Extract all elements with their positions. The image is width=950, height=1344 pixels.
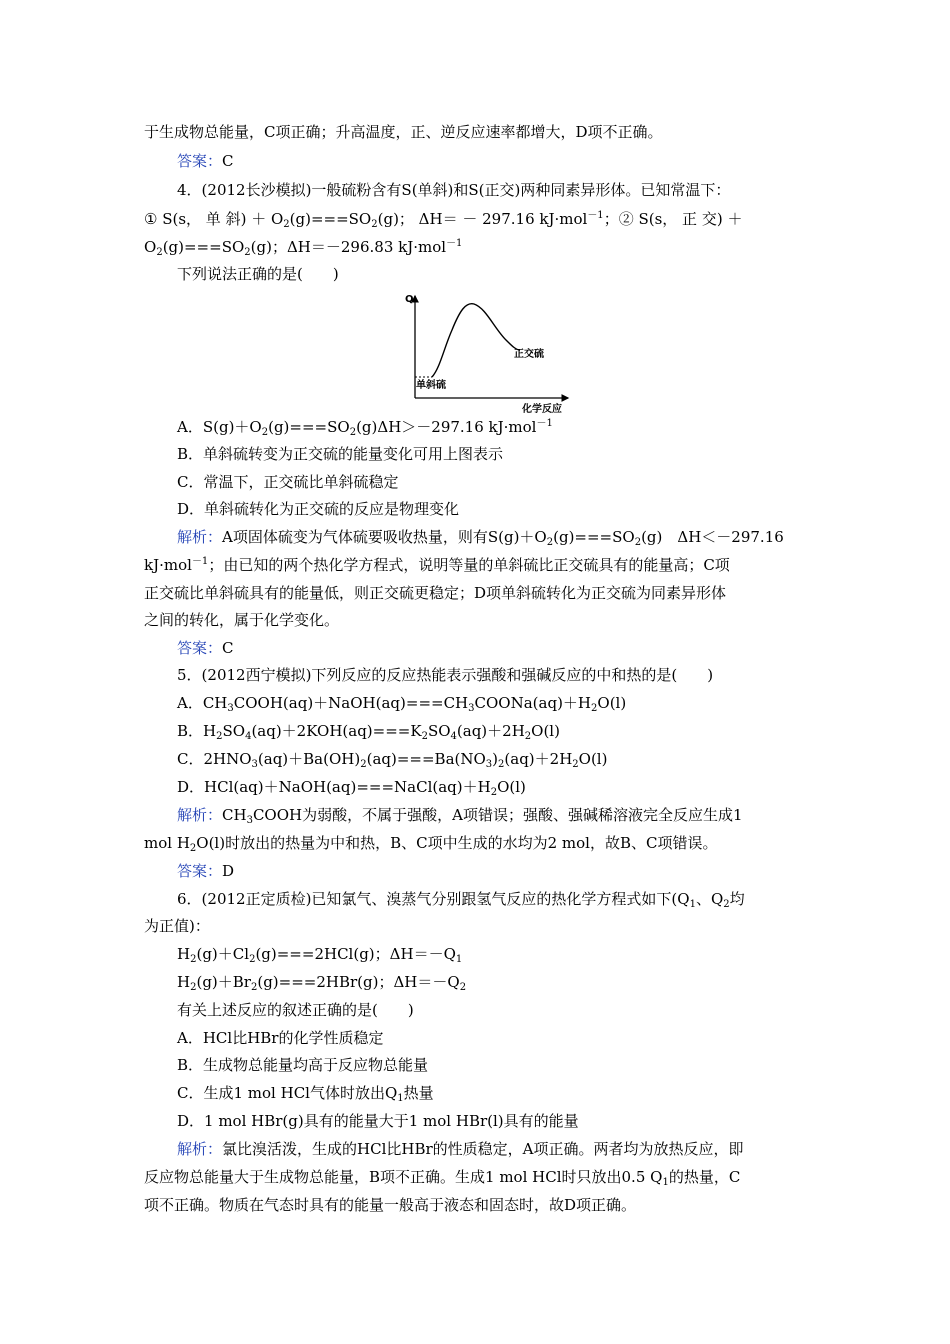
option-d: D．单斜硫转化为正交硫的反应是物理变化 xyxy=(177,500,460,518)
x-axis-label: 化学反应 xyxy=(522,404,562,415)
analysis-line: 解析：A项固体硫变为气体硫要吸收热量，则有$S(g)+O_2(g)===SO_2(g)$ ΔH＜－297.16 xyxy=(177,528,784,548)
analysis-line: 正交硫比单斜硫具有的能量低，则正交硫更稳定；D项单斜硫转化为正交硫为同素异形体 xyxy=(144,584,727,602)
option-a: A．$S(g)+O_2(g)===SO_2(g)\Delta H>-297.16$ kJ·mol$^{-1}$ xyxy=(177,418,553,438)
option-d: D．$HCl(aq)+NaOH(aq)===NaCl(aq)+H_2O(l)$ xyxy=(177,778,526,798)
answer-line: 答案：C xyxy=(177,639,234,657)
analysis-line: kJ·mol$^{-1}$；由已知的两个热化学方程式，说明等量的单斜硫比正交硫具有的能量高；C项 xyxy=(144,556,730,574)
equation-line: ① S(s， 单 斜) ＋ $O_2(g)===SO_2(g)$； ΔH＝ － 297.16 kJ·mol$^{-1}$；② S(s， 正 交) ＋ xyxy=(144,210,743,230)
option-a: A．HCl比HBr的化学性质稳定 xyxy=(177,1029,384,1047)
option-c: C．生成1 mol HCl气体时放出$Q_1$热量 xyxy=(177,1084,434,1104)
analysis-line: 项不正确。物质在气态时具有的能量一般高于液态和固态时，故D项正确。 xyxy=(144,1196,637,1214)
analysis-line: mol $H_2O(l)$时放出的热量为中和热，B、C项中生成的水均为2 mol，故B、C项错误。 xyxy=(144,834,718,854)
question-6-stem: 6．(2012正定质检)已知氯气、溴蒸气分别跟氢气反应的热化学方程式如下($Q_1$、$Q_2$均 xyxy=(177,890,745,910)
question-6-stem: 为正值)： xyxy=(144,917,210,935)
equation-line: $H_2(g)+Cl_2(g)===2HCl(g)$；$\Delta H=-Q_1$ xyxy=(177,945,463,965)
end-label: 正交硫 xyxy=(514,349,544,360)
text-line: 于生成物总能量，C项正确；升高温度，正、逆反应速率都增大，D项不正确。 xyxy=(144,123,663,141)
energy-curve xyxy=(432,304,520,377)
analysis-line: 解析：氯比溴活泼，生成的HCl比HBr的性质稳定，A项正确。两者均为放热反应，即 xyxy=(177,1140,744,1158)
analysis-line: 解析：$CH_3COOH$为弱酸，不属于强酸，A项错误；强酸、强碱稀溶液完全反应生成1 xyxy=(177,806,743,826)
option-b: B．$H_2SO_4(aq)+2KOH(aq)===K_2SO_4(aq)+2H_2O(l)$ xyxy=(177,722,560,742)
option-d: D．1 mol HBr(g)具有的能量大于1 mol HBr(l)具有的能量 xyxy=(177,1112,579,1130)
equation-line: $H_2(g)+Br_2(g)===2HBr(g)$；$\Delta H=-Q_2$ xyxy=(177,973,467,993)
start-label: 单斜硫 xyxy=(416,380,446,391)
question-5-stem: 5．(2012西宁模拟)下列反应的反应热能表示强酸和强碱反应的中和热的是( ) xyxy=(177,666,714,684)
analysis-line: 之间的转化，属于化学变化。 xyxy=(144,611,340,629)
y-axis-label: Q xyxy=(405,294,414,305)
question-4-stem: 4．(2012长沙模拟)一般硫粉含有S(单斜)和S(正交)两种同素异形体。已知常温下： xyxy=(177,181,731,199)
option-b: B．单斜硫转变为正交硫的能量变化可用上图表示 xyxy=(177,445,504,463)
answer-line: 答案：C xyxy=(177,152,234,170)
energy-diagram xyxy=(402,288,572,416)
option-a: A．$CH_3COOH(aq)+NaOH(aq)===CH_3COONa(aq)+H_2O(l)$ xyxy=(177,694,627,714)
analysis-line: 反应物总能量大于生成物总能量，B项不正确。生成1 mol HCl时只放出0.5 $Q_1$的热量，C xyxy=(144,1168,741,1188)
option-b: B．生成物总能量均高于反应物总能量 xyxy=(177,1056,429,1074)
option-c: C．$2HNO_3(aq)+Ba(OH)_2(aq)===Ba(NO_3)_2(aq)+2H_2O(l)$ xyxy=(177,750,608,770)
question-prompt: 下列说法正确的是( ) xyxy=(177,265,339,283)
equation-line: $O_2(g)===SO_2(g)$；ΔH＝－296.83 kJ·mol$^{-1}$ xyxy=(144,238,463,258)
question-prompt: 有关上述反应的叙述正确的是( ) xyxy=(177,1001,414,1019)
option-c: C．常温下，正交硫比单斜硫稳定 xyxy=(177,473,399,491)
answer-line: 答案：D xyxy=(177,862,235,880)
